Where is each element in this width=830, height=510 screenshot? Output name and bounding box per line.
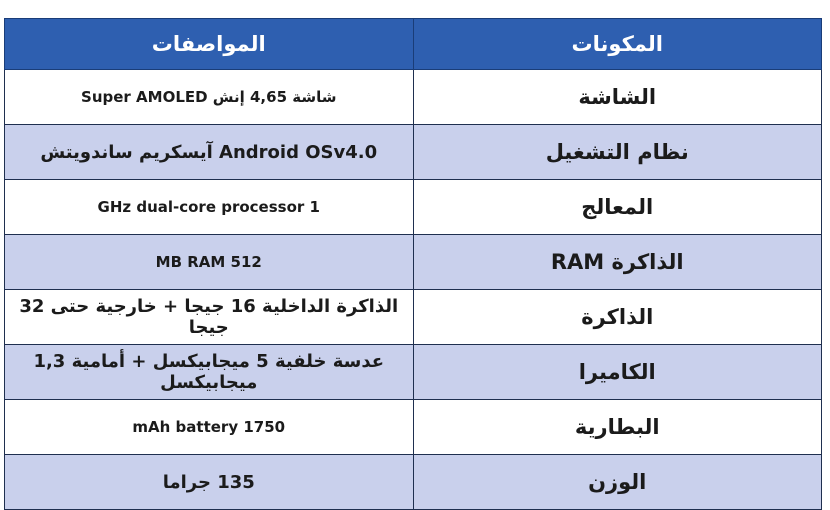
component-cell: البطارية — [413, 400, 822, 455]
spec-cell: شاشة 4,65 إنش Super AMOLED — [5, 70, 414, 125]
specs-table — [4, 18, 822, 510]
component-cell: الذاكرة — [413, 290, 822, 345]
table-row — [5, 70, 822, 125]
header-row — [5, 19, 822, 70]
component-cell: الوزن — [413, 455, 822, 510]
component-cell: المعالج — [413, 180, 822, 235]
header-component: المكونات — [413, 19, 822, 70]
component-cell: الشاشة — [413, 70, 822, 125]
table-row — [5, 345, 822, 400]
component-cell: الذاكرة RAM — [413, 235, 822, 290]
spec-cell: 1 GHz dual-core processor — [5, 180, 414, 235]
spec-cell: 512 MB RAM — [5, 235, 414, 290]
table-row — [5, 125, 822, 180]
table-row — [5, 235, 822, 290]
spec-cell: عدسة خلفية 5 ميجابيكسل + أمامية 1,3 ميجابيكسل — [5, 345, 414, 400]
header-specs: المواصفات — [5, 19, 414, 70]
component-cell: نظام التشغيل — [413, 125, 822, 180]
spec-cell: 135 جراما — [5, 455, 414, 510]
component-cell: الكاميرا — [413, 345, 822, 400]
table-row — [5, 455, 822, 510]
spec-cell: Android OSv4.0 آيسكريم ساندويتش — [5, 125, 414, 180]
table-row — [5, 400, 822, 455]
table-row — [5, 290, 822, 345]
spec-cell: 1750 mAh battery — [5, 400, 414, 455]
spec-cell: الذاكرة الداخلية 16 جيجا + خارجية حتى 32 جيجا — [5, 290, 414, 345]
table-row — [5, 180, 822, 235]
